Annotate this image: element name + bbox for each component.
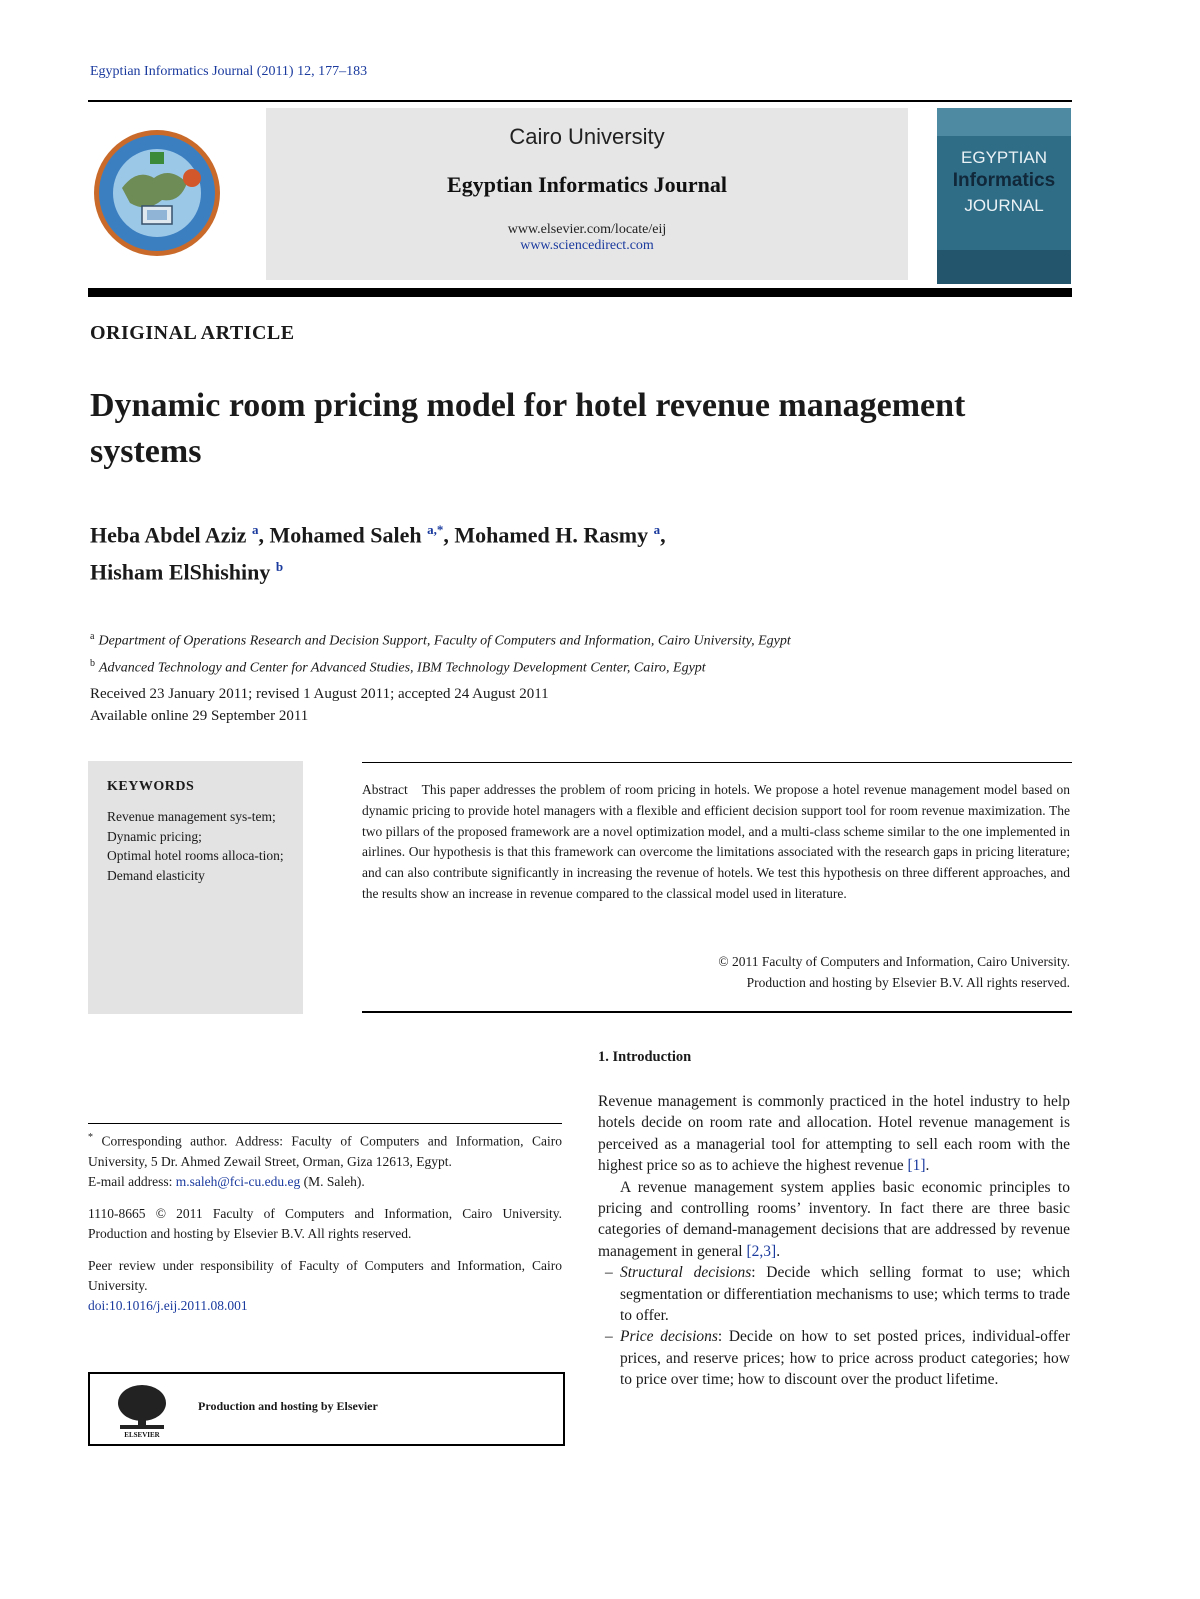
keyword-item: Optimal hotel rooms alloca-tion; bbox=[107, 848, 284, 863]
email-suffix: (M. Saleh). bbox=[303, 1173, 365, 1189]
doi-prefix: doi: bbox=[88, 1297, 110, 1313]
cairo-university-logo bbox=[92, 128, 222, 258]
list-item: – Structural decisions: Decide which selling format to use; which segmentation or differentiation mechanisms to use; which terms to trade to offer. bbox=[605, 1264, 1070, 1325]
author-list: Heba Abdel Aziz $^a$, Mohamed Saleh $^{a,*}$, Mohamed H. Rasmy $^a$, Hisham ElShishiny $^b$ bbox=[90, 522, 666, 585]
list-item-text: : Decide which selling format to use; which segmentation or differentiation mechanisms to use; which terms to trade to offer. bbox=[620, 1264, 1070, 1325]
affiliation-mark: b bbox=[90, 657, 95, 669]
available-online-date: Available online 29 September 2011 bbox=[90, 708, 309, 724]
journal-cover-image bbox=[937, 108, 1071, 284]
email-link[interactable]: m.saleh@fci-cu.edu.eg bbox=[175, 1173, 301, 1189]
affiliations bbox=[90, 626, 1090, 679]
keywords-heading: KEYWORDS bbox=[107, 779, 195, 794]
article-title: Dynamic room pricing model for hotel revenue management systems bbox=[90, 387, 966, 470]
university-name: Cairo University bbox=[509, 124, 665, 149]
abstract-top-rule bbox=[362, 762, 1072, 763]
keywords-box bbox=[88, 761, 303, 1014]
journal-reference[interactable]: Egyptian Informatics Journal (2011) 12, 177–183 bbox=[90, 64, 368, 79]
elsevier-logo bbox=[112, 1381, 172, 1439]
peer-review-text: Peer review under responsibility of Faculty of Computers and Information, Cairo University. bbox=[88, 1257, 562, 1293]
abstract-label: Abstract bbox=[362, 782, 408, 797]
paragraph-text: Revenue management is commonly practiced in the hotel industry to help hotels decide on room rate and allocation. Hotel revenue management is perceived as a managerial tool for attempting to sell each room with the highest price so as to achieve the highest revenue bbox=[598, 1093, 1070, 1175]
elsevier-hosting-text: Production and hosting by Elsevier bbox=[198, 1399, 378, 1413]
article-type: ORIGINAL ARTICLE bbox=[90, 322, 295, 344]
copyright-line: © 2011 Faculty of Computers and Information, Cairo University. bbox=[718, 954, 1070, 969]
peer-review-note bbox=[88, 1256, 562, 1316]
keyword-item: Dynamic pricing; bbox=[107, 828, 202, 844]
affiliation-text: Advanced Technology and Center for Advanced Studies, IBM Technology Development Center, Cairo, Egypt bbox=[99, 660, 706, 676]
paragraph: A revenue management system applies basic economic principles to pricing and controlling rooms’ inventory. In fact there are three basic categories of demand-management decisions that are addressed by revenue management in general [2,3]. bbox=[598, 1178, 1070, 1260]
article-dates bbox=[90, 683, 549, 727]
affiliation-item bbox=[90, 626, 1090, 653]
keywords-list bbox=[107, 807, 287, 885]
affiliation-text: Department of Operations Research and Decision Support, Faculty of Computers and Information, Cairo University, Egypt bbox=[98, 633, 791, 649]
doi-link[interactable]: 10.1016/j.eij.2011.08.001 bbox=[109, 1297, 248, 1313]
paragraph: Revenue management is commonly practiced in the hotel industry to help hotels decide on room rate and allocation. Hotel revenue management is perceived as a managerial tool for attempting to sell each room with the highest price so as to achieve the highest revenue [1]. bbox=[598, 1093, 1070, 1175]
abstract-text: This paper addresses the problem of room pricing in hotels. We propose a hotel revenue management model based on dynamic pricing to provide hotel managers with a flexible and efficient decision support tool for room revenue maximization. The two pillars of the proposed framework are a novel optimization model, and a multi-class scheme similar to the one implemented in airlines. Our hypothesis is that this framework can overcome the limitations associated with the research gaps in pricing literature; and can also contribute significantly in increasing the revenue of hotels. We test this hypothesis on three different approaches, and the results show an increase in revenue compared to the classical model used in literature. bbox=[362, 782, 1070, 901]
list-item-term: Price decisions bbox=[620, 1328, 718, 1346]
elsevier-hosting-box bbox=[88, 1372, 565, 1446]
paragraph-text: A revenue management system applies basic economic principles to pricing and controlling rooms’ inventory. In fact there are three basic categories of demand-management decisions that are addressed by revenue management in general bbox=[598, 1178, 1070, 1260]
cover-title-line1: EGYPTIAN bbox=[961, 148, 1047, 167]
citation-link[interactable]: [1] bbox=[907, 1157, 926, 1175]
sciencedirect-url[interactable]: www.sciencedirect.com bbox=[520, 238, 654, 253]
journal-banner bbox=[266, 108, 908, 280]
corresponding-author-text: Corresponding author. Address: Faculty of Computers and Information, Cairo University, 5 Dr. Ahmed Zewail Street, Orman, Giza 12613, Egypt. bbox=[88, 1133, 563, 1169]
list-item: – Price decisions: Decide on how to set posted prices, individual-offer prices, and reserve prices; how to price across product categories; how to price over time; how to discount over the product lifetime. bbox=[605, 1328, 1070, 1389]
author-affiliation-mark[interactable]: a bbox=[251, 522, 259, 537]
keyword-item: Revenue management sys-tem; bbox=[107, 809, 276, 824]
issn-note: 1110-8665 © 2011 Faculty of Computers and Information, Cairo University. Production and hosting by Elsevier B.V. All rights reserved. bbox=[88, 1205, 562, 1241]
introduction-body bbox=[598, 1091, 1070, 1391]
footnotes bbox=[88, 1128, 562, 1328]
author-affiliation-mark[interactable]: a,* bbox=[427, 522, 444, 537]
list-item-text: : Decide on how to set posted prices, individual-offer prices, and reserve prices; how to price across product categories; how to price over time; how to discount over the product lifetime. bbox=[620, 1328, 1070, 1389]
cover-title-line2: Informatics bbox=[952, 170, 1056, 191]
abstract-bottom-rule bbox=[362, 1011, 1072, 1013]
header-bottom-rule bbox=[88, 288, 1072, 297]
journal-url[interactable]: www.elsevier.com/locate/eij bbox=[507, 222, 667, 237]
abstract-copyright bbox=[560, 952, 1070, 993]
svg-text:ELSEVIER: ELSEVIER bbox=[124, 1431, 160, 1439]
abstract bbox=[362, 780, 1070, 905]
author-name: Heba Abdel Aziz bbox=[90, 522, 247, 548]
journal-name: Egyptian Informatics Journal bbox=[447, 172, 727, 197]
copyright-line: Production and hosting by Elsevier B.V. All rights reserved. bbox=[746, 974, 1070, 990]
footnote-mark: * bbox=[88, 1132, 93, 1143]
affiliation-mark: a bbox=[90, 631, 95, 642]
cover-title-line3: JOURNAL bbox=[964, 196, 1044, 215]
footnote-rule bbox=[88, 1123, 562, 1124]
section-heading-introduction: 1. Introduction bbox=[598, 1049, 692, 1065]
author-name: Mohamed H. Rasmy bbox=[454, 522, 649, 548]
header-top-rule bbox=[88, 100, 1072, 102]
author-affiliation-mark[interactable]: a bbox=[653, 522, 661, 537]
corresponding-author-note bbox=[88, 1128, 562, 1192]
email-label: E-mail address: bbox=[88, 1173, 173, 1189]
received-dates: Received 23 January 2011; revised 1 August 2011; accepted 24 August 2011 bbox=[90, 686, 549, 702]
author-name: Mohamed Saleh bbox=[269, 522, 422, 548]
keyword-item: Demand elasticity bbox=[107, 867, 205, 883]
citation-link[interactable]: [2,3] bbox=[746, 1242, 777, 1260]
list-item-term: Structural decisions bbox=[620, 1264, 752, 1282]
author-affiliation-mark[interactable]: b bbox=[275, 559, 284, 575]
cover-bottom-strip bbox=[937, 250, 1071, 284]
author-name: Hisham ElShishiny bbox=[90, 559, 271, 585]
affiliation-item bbox=[90, 653, 1090, 680]
decision-list bbox=[598, 1262, 1070, 1390]
cover-top-strip bbox=[937, 108, 1071, 136]
